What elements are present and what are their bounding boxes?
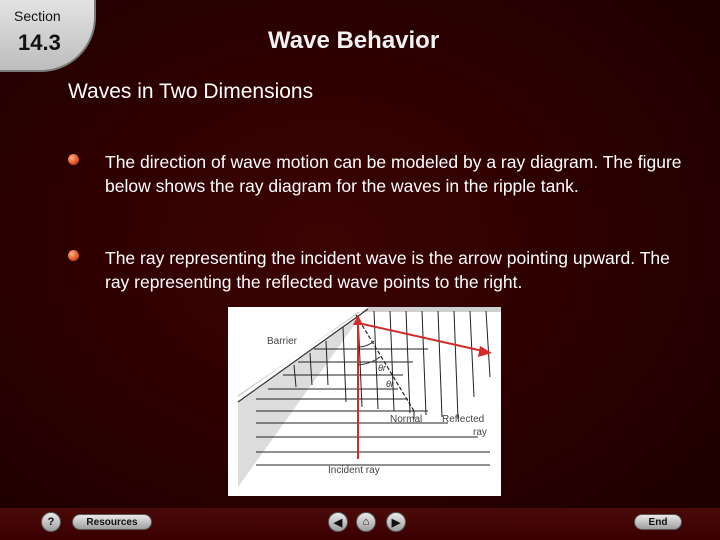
reflected-label-2: ray — [473, 427, 487, 438]
theta-i-label: θi — [386, 379, 393, 389]
home-button[interactable]: ⌂ — [356, 512, 376, 532]
barrier-shade — [238, 313, 363, 487]
end-button[interactable]: End — [634, 514, 682, 530]
angle-arc — [358, 357, 380, 365]
bullet-text: The ray representing the incident wave is the arrow pointing upward. The ray representing the reflected wave points to the right. — [105, 248, 670, 292]
back-button[interactable]: ◀ — [328, 512, 348, 532]
reflected-ray — [358, 323, 483, 351]
forward-button[interactable]: ▶ — [386, 512, 406, 532]
normal-label: Normal — [390, 414, 423, 425]
incident-label: Incident ray — [328, 465, 380, 476]
resources-button[interactable]: Resources — [72, 514, 152, 530]
bullet-dot-icon — [68, 250, 79, 261]
slide-subtitle: Waves in Two Dimensions — [68, 80, 314, 103]
ray-diagram — [228, 307, 501, 496]
section-label: Section — [14, 8, 61, 24]
bullet-dot-icon — [68, 154, 79, 165]
reflected-label: Reflected — [442, 414, 485, 425]
section-tab — [0, 0, 96, 72]
bullet-text: The direction of wave motion can be modeled by a ray diagram. The figure below shows the ray diagram for the waves in the ripple tank. — [105, 152, 682, 196]
ray-diagram-figure — [228, 307, 501, 496]
barrier-label: Barrier — [267, 336, 298, 347]
reflected-arrowhead-icon — [478, 346, 492, 357]
help-button[interactable]: ? — [41, 512, 61, 532]
slide-title: Wave Behavior — [268, 27, 440, 54]
section-number: 14.3 — [18, 30, 61, 55]
theta-r-label: θr — [378, 363, 386, 373]
